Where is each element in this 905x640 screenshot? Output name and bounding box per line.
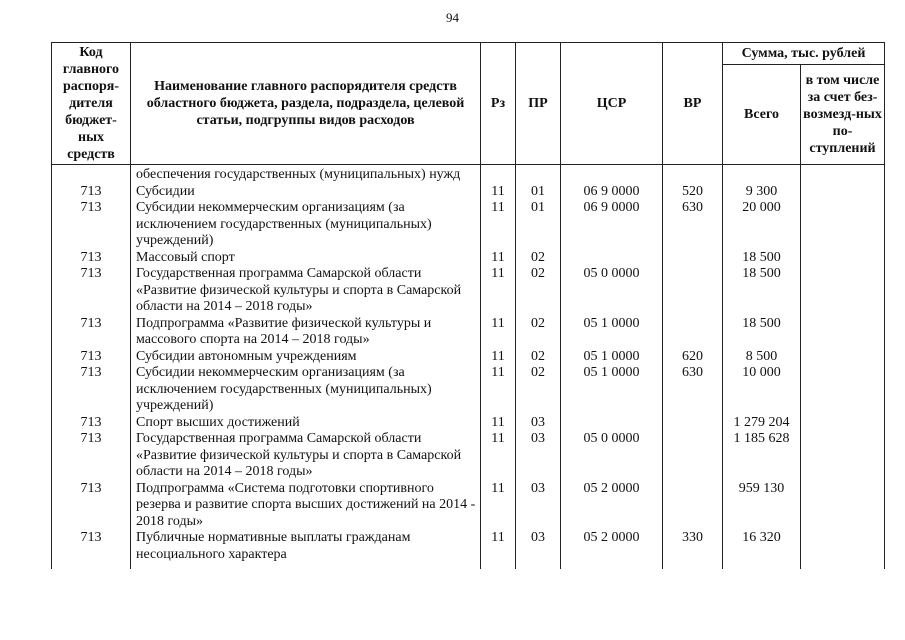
cell-total: 10 000 — [723, 365, 801, 415]
cell-vr: 520 — [663, 184, 723, 201]
cell-total: 18 500 — [723, 250, 801, 267]
cell-pr: 02 — [516, 250, 561, 267]
cell-code: 713 — [52, 530, 131, 569]
cell-rz: 11 — [481, 349, 516, 366]
cell-code — [52, 165, 131, 184]
cell-vr — [663, 316, 723, 349]
cell-csr — [561, 415, 663, 432]
cell-rz: 11 — [481, 316, 516, 349]
cell-csr: 05 2 0000 — [561, 481, 663, 531]
cell-vr: 630 — [663, 200, 723, 250]
header-vr: ВР — [663, 43, 723, 165]
cell-gratuitous — [801, 250, 885, 267]
cell-pr: 03 — [516, 415, 561, 432]
table-row — [52, 349, 885, 366]
cell-total: 959 130 — [723, 481, 801, 531]
cell-vr — [663, 266, 723, 316]
cell-name: Субсидии некоммерческим организациям (за исключением государственных (муниципальных) учреждений) — [131, 200, 481, 250]
cell-code: 713 — [52, 266, 131, 316]
cell-vr — [663, 431, 723, 481]
cell-total: 1 185 628 — [723, 431, 801, 481]
cell-pr: 03 — [516, 530, 561, 569]
cell-vr — [663, 165, 723, 184]
table-row — [52, 250, 885, 267]
cell-name: Государственная программа Самарской области «Развитие физической культуры и спорта в Самарской области на 2014 – 2018 годы» — [131, 266, 481, 316]
cell-name: Субсидии — [131, 184, 481, 201]
table-row — [52, 200, 885, 250]
cell-name: Субсидии автономным учреждениям — [131, 349, 481, 366]
table-row — [52, 165, 885, 184]
cell-name: обеспечения государственных (муниципальных) нужд — [131, 165, 481, 184]
cell-pr: 03 — [516, 481, 561, 531]
cell-gratuitous — [801, 184, 885, 201]
table-row — [52, 530, 885, 569]
cell-csr: 05 2 0000 — [561, 530, 663, 569]
cell-code: 713 — [52, 431, 131, 481]
cell-code: 713 — [52, 316, 131, 349]
cell-csr — [561, 165, 663, 184]
cell-total: 9 300 — [723, 184, 801, 201]
page-number: 94 — [446, 10, 459, 25]
cell-code: 713 — [52, 184, 131, 201]
cell-code: 713 — [52, 415, 131, 432]
cell-total: 18 500 — [723, 316, 801, 349]
cell-name: Спорт высших достижений — [131, 415, 481, 432]
cell-pr: 02 — [516, 316, 561, 349]
cell-rz: 11 — [481, 250, 516, 267]
header-rz: Рз — [481, 43, 516, 165]
header-csr: ЦСР — [561, 43, 663, 165]
cell-gratuitous — [801, 481, 885, 531]
cell-total: 18 500 — [723, 266, 801, 316]
header-total: Всего — [723, 65, 801, 165]
cell-name: Массовый спорт — [131, 250, 481, 267]
cell-csr: 05 1 0000 — [561, 349, 663, 366]
cell-gratuitous — [801, 431, 885, 481]
cell-name: Подпрограмма «Развитие физической культуры и массового спорта на 2014 – 2018 годы» — [131, 316, 481, 349]
cell-rz: 11 — [481, 481, 516, 531]
cell-gratuitous — [801, 415, 885, 432]
cell-gratuitous — [801, 365, 885, 415]
cell-total: 20 000 — [723, 200, 801, 250]
cell-vr — [663, 250, 723, 267]
cell-csr: 06 9 0000 — [561, 184, 663, 201]
header-code: Код главного распоря-дителя бюджет-ных средств — [52, 43, 131, 165]
cell-rz — [481, 165, 516, 184]
cell-code: 713 — [52, 200, 131, 250]
cell-vr — [663, 415, 723, 432]
table-row — [52, 316, 885, 349]
header-pr: ПР — [516, 43, 561, 165]
cell-pr: 03 — [516, 431, 561, 481]
cell-vr: 330 — [663, 530, 723, 569]
cell-pr: 02 — [516, 266, 561, 316]
cell-code: 713 — [52, 349, 131, 366]
cell-pr: 01 — [516, 200, 561, 250]
cell-rz: 11 — [481, 431, 516, 481]
cell-total: 8 500 — [723, 349, 801, 366]
cell-pr: 02 — [516, 365, 561, 415]
table-row — [52, 266, 885, 316]
cell-rz: 11 — [481, 530, 516, 569]
table-row — [52, 481, 885, 531]
cell-total — [723, 165, 801, 184]
cell-name: Подпрограмма «Система подготовки спортивного резерва и развитие спорта высших достижений на 2014 - 2018 годы» — [131, 481, 481, 531]
cell-name: Государственная программа Самарской области «Развитие физической культуры и спорта в Самарской области на 2014 – 2018 годы» — [131, 431, 481, 481]
header-gratuitous: в том числе за счет без-возмезд-ных по-ступлений — [801, 65, 885, 165]
cell-vr: 620 — [663, 349, 723, 366]
table-body — [52, 165, 885, 570]
cell-rz: 11 — [481, 415, 516, 432]
cell-rz: 11 — [481, 266, 516, 316]
cell-code: 713 — [52, 250, 131, 267]
cell-vr: 630 — [663, 365, 723, 415]
cell-rz: 11 — [481, 365, 516, 415]
cell-gratuitous — [801, 266, 885, 316]
cell-rz: 11 — [481, 200, 516, 250]
cell-rz: 11 — [481, 184, 516, 201]
cell-gratuitous — [801, 200, 885, 250]
cell-gratuitous — [801, 316, 885, 349]
header-sum-group: Сумма, тыс. рублей — [723, 43, 885, 65]
header-name: Наименование главного распорядителя средств областного бюджета, раздела, подраздела, целевой статьи, подгруппы видов расходов — [131, 43, 481, 165]
cell-name: Субсидии некоммерческим организациям (за исключением государственных (муниципальных) учреждений) — [131, 365, 481, 415]
cell-csr: 05 0 0000 — [561, 266, 663, 316]
cell-pr — [516, 165, 561, 184]
table-row — [52, 184, 885, 201]
cell-csr: 05 1 0000 — [561, 316, 663, 349]
cell-csr — [561, 250, 663, 267]
header-row — [52, 43, 885, 65]
cell-vr — [663, 481, 723, 531]
cell-csr: 05 1 0000 — [561, 365, 663, 415]
budget-table — [51, 42, 885, 569]
cell-gratuitous — [801, 349, 885, 366]
cell-gratuitous — [801, 165, 885, 184]
cell-csr: 06 9 0000 — [561, 200, 663, 250]
cell-code: 713 — [52, 481, 131, 531]
cell-total: 1 279 204 — [723, 415, 801, 432]
cell-name: Публичные нормативные выплаты гражданам несоциального характера — [131, 530, 481, 569]
cell-total: 16 320 — [723, 530, 801, 569]
cell-pr: 02 — [516, 349, 561, 366]
cell-gratuitous — [801, 530, 885, 569]
cell-pr: 01 — [516, 184, 561, 201]
cell-code: 713 — [52, 365, 131, 415]
table-row — [52, 365, 885, 415]
table-row — [52, 431, 885, 481]
table-row — [52, 415, 885, 432]
cell-csr: 05 0 0000 — [561, 431, 663, 481]
